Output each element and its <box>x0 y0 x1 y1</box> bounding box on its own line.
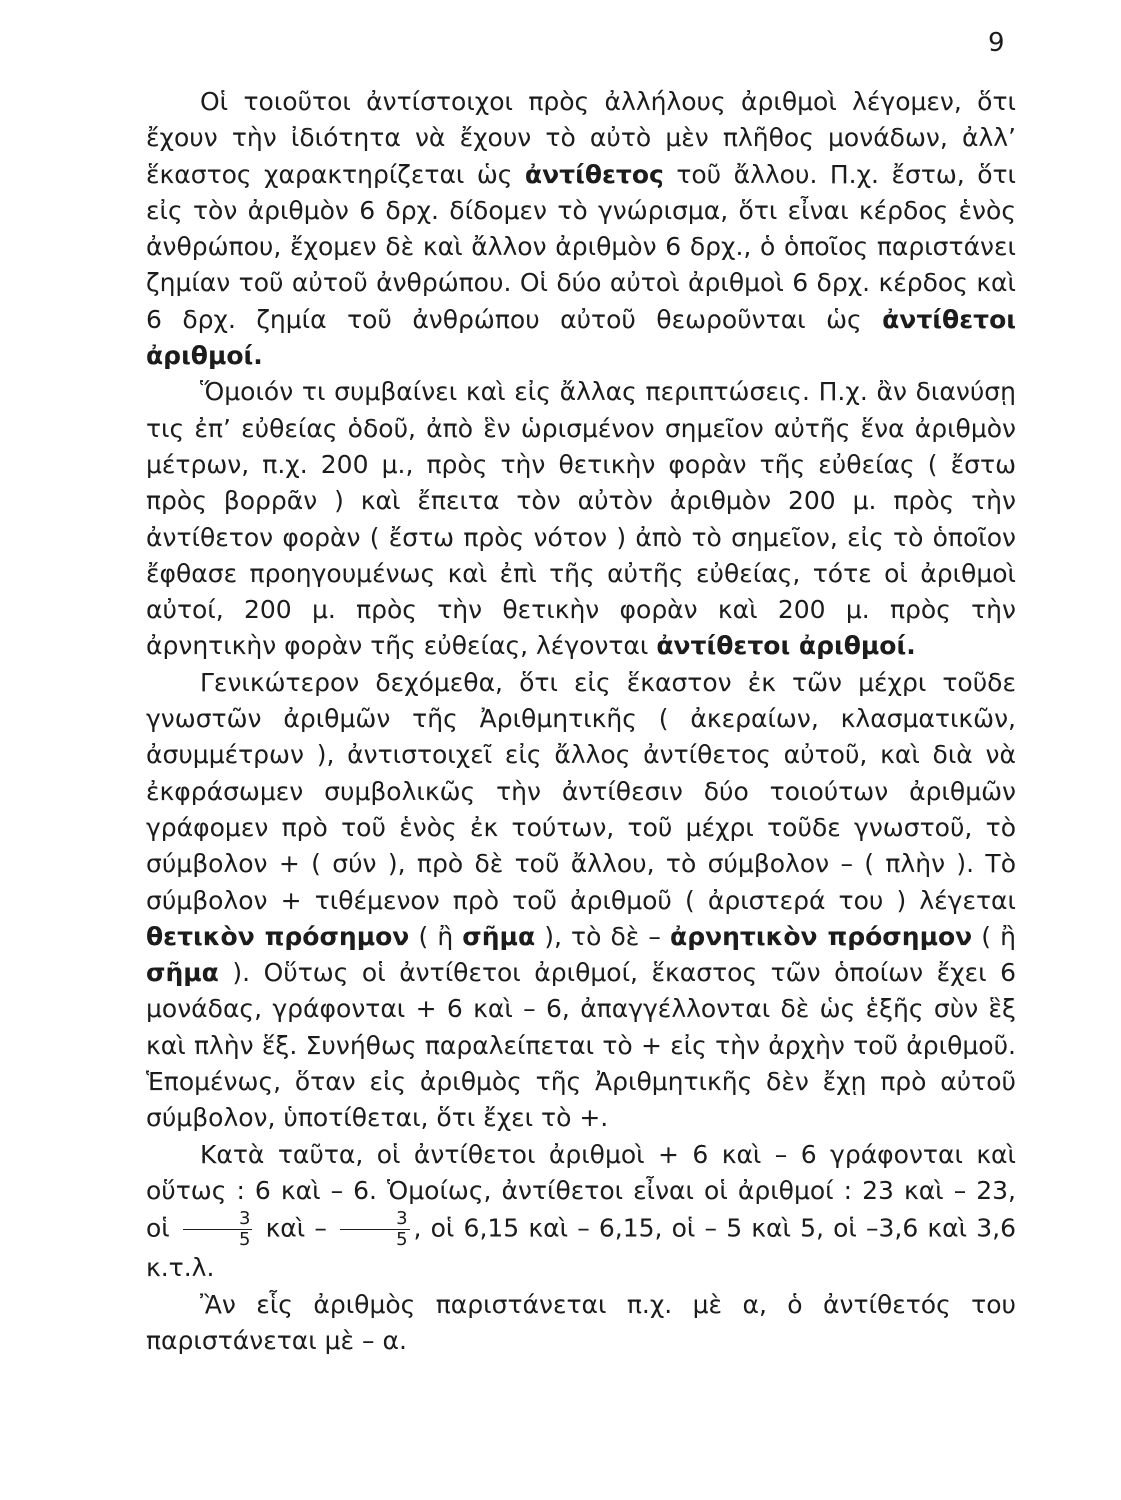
paragraph-1 <box>146 84 1016 374</box>
text-run: Ὅμοιόν τι συμβαίνει καὶ εἰς ἄλλας περιπτώσεις. Π.χ. ἂν διανύσῃ τις ἐπ’ εὐθείας ὁδοῦ, ἀπὸ ἓν ὡρισμένον σημεῖον αὐτῆς ἕνα ἀριθμὸν μέτρων, π.χ. 200 μ., πρὸς τὴν θετικὴν φορὰν τῆς εὐθείας ( ἔστω πρὸς βορρᾶν ) καὶ ἔπειτα τὸν αὐτὸν ἀριθμὸν 200 μ. πρὸς τὴν ἀντίθετον φορὰν ( ἔστω πρὸς νότον ) ἀπὸ τὸ σημεῖον, εἰς τὸ ὁποῖον ἔφθασε προηγουμένως καὶ ἐπὶ τῆς αὐτῆς εὐθείας, τότε οἱ ἀριθμοὶ αὐτοί, 200 μ. πρὸς τὴν θετικὴν φορὰν καὶ 200 μ. πρὸς τὴν ἀρνητικὴν φορὰν τῆς εὐθείας, λέγονται <box>146 377 1016 661</box>
paragraph-5 <box>146 1287 1016 1360</box>
text-run: Ἂν εἷς ἀριθμὸς παριστάνεται π.χ. μὲ α, ὁ ἀντίθετός του παριστάνεται μὲ – α. <box>146 1289 1016 1355</box>
text-run: Οἱ τοιοῦτοι ἀντίστοιχοι πρὸς ἀλλήλους ἀριθμοὶ λέγομεν, ὅτι ἔχουν τὴν ἰδιότητα νὰ ἔχουν τὸ αὐτὸ μὲν πλῆθος μονάδων, ἀλλ’ ἕκαστος χαρακτηρίζεται ὡς <box>146 87 1016 189</box>
text-run: Κατὰ ταῦτα, οἱ ἀντίθετοι ἀριθμοὶ + 6 καὶ – 6 γράφονται καὶ οὕτως : 6 καὶ – 6. Ὁμοίως, ἀντίθετοι εἶναι οἱ ἀριθμοί : 23 καὶ – 23, οἱ <box>146 1139 1016 1243</box>
text-run: τοῦ ἄλλου. Π.χ. ἔστω, ὅτι εἰς τὸν ἀριθμὸν 6 δρχ. δίδομεν τὸ γνώρισμα, ὅτι εἶναι κέρδος ἑνὸς ἀνθρώπου, ἔχομεν δὲ καὶ ἄλλον ἀριθμὸν 6 δρχ., ὁ ὁποῖος παριστάνει ζημίαν τοῦ αὐτοῦ ἀνθρώπου. Οἱ δύο αὐτοὶ ἀριθμοὶ 6 δρχ. κέρδος καὶ 6 δρχ. ζημία τοῦ ἀνθρώπου αὐτοῦ θεωροῦνται ὡς <box>146 159 1016 334</box>
bold-term: θετικὸν πρόσημον <box>146 921 410 951</box>
bold-term: σῆμα <box>146 958 219 988</box>
bold-term: σῆμα <box>462 921 536 951</box>
bold-term: ἀντίθετοι ἀριθμοί. <box>656 631 916 661</box>
bold-term: ἀρνητικὸν πρόσημον <box>670 921 973 951</box>
paragraph-2 <box>146 374 1016 664</box>
text-run: Γενικώτερον δεχόμεθα, ὅτι εἰς ἕκαστον ἐκ τῶν μέχρι τοῦδε γνωστῶν ἀριθμῶν τῆς Ἀριθμητικῆς ( ἀκεραίων, κλασματικῶν, ἀσυμμέτρων ), ἀντιστοιχεῖ εἰς ἄλλος ἀντίθετος αὐτοῦ, καὶ διὰ νὰ ἐκφράσωμεν συμβολικῶς τὴν ἀντίθεσιν δύο τοιούτων ἀριθμῶν γράφομεν πρὸ τοῦ ἑνὸς ἐκ τούτων, τοῦ μέχρι τοῦδε γνωστοῦ, τὸ σύμβολον + ( σύν ), πρὸ δὲ τοῦ ἄλλου, τὸ σύμβολον – ( πλὴν ). Τὸ σύμβολον + τιθέμενον πρὸ τοῦ ἀριθμοῦ ( ἀριστερά του ) λέγεται <box>146 667 1016 915</box>
text-run: , οἱ 6,15 καὶ – 6,15, οἱ – 5 καὶ 5, οἱ –3,6 καὶ 3,6 κ.τ.λ. <box>146 1213 1017 1283</box>
text-run: καὶ – <box>265 1213 327 1243</box>
fraction <box>183 1209 252 1250</box>
text-run: ( ἢ <box>972 921 1016 951</box>
text-run: ). Οὕτως οἱ ἀντίθετοι ἀριθμοί, ἕκαστος τῶν ὁποίων ἔχει 6 μονάδας, γράφονται + 6 καὶ – 6, ἀπαγγέλλονται δὲ ὡς ἑξῆς σὺν ἓξ καὶ πλὴν ἕξ. Συνήθως παραλείπεται τὸ + εἰς τὴν ἀρχὴν τοῦ ἀριθμοῦ. Ἑπομένως, ὅταν εἰς ἀριθμὸς τῆς Ἀριθμητικῆς δὲν ἔχῃ πρὸ αὐτοῦ σύμβολον, ὑποτίθεται, ὅτι ἔχει τὸ +. <box>146 958 1016 1133</box>
paragraph-4 <box>146 1137 1016 1287</box>
paragraph-3 <box>146 665 1016 1137</box>
fraction-numerator: 3 <box>183 1209 252 1230</box>
fraction-denominator: 5 <box>396 1229 408 1251</box>
body-text <box>146 84 1016 1359</box>
fraction-numerator: 3 <box>340 1209 409 1230</box>
bold-term: ἀντίθετος <box>524 159 664 189</box>
fraction <box>340 1209 409 1250</box>
text-run: ( ἢ <box>409 921 463 951</box>
text-run: ), τὸ δὲ – <box>535 921 671 951</box>
fraction-denominator: 5 <box>238 1229 251 1251</box>
page-number: 9 <box>988 28 1005 58</box>
bold-term: ἀντίθετοι ἀριθμοί. <box>146 304 1016 371</box>
